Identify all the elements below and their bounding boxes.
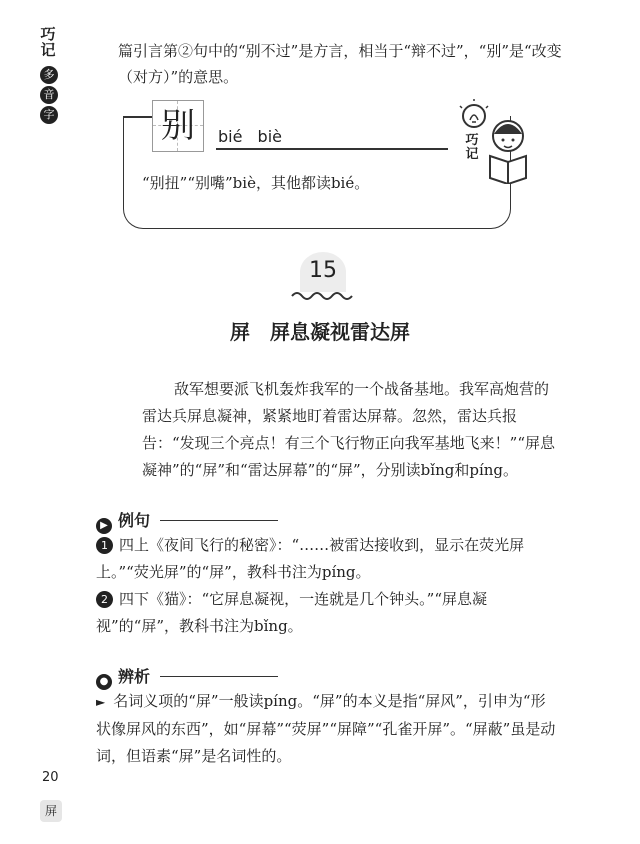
analysis-text: 名词义项的“屏”一般读píng。“屏”的本义是指“屏风”，引申为“形状像屏风的东西”，如“屏幕”“荧屏”“屏障”“孔雀开屏”。“屏蔽”虽是动词，但语素“屏”是名词性的。: [96, 692, 556, 765]
featured-character: 别: [161, 106, 195, 146]
number-marker-2: 2: [96, 591, 113, 608]
sidebar-dot-1: 多: [40, 66, 58, 84]
lightbulb-icon: ●: [96, 674, 112, 690]
example-text-1: 四上《夜间飞行的秘密》：“……被雷达接收到，显示在荧光屏上。”“荧光屏”的“屏”，教科书注为píng。: [96, 536, 525, 581]
examples-header: [96, 508, 150, 534]
page-character-tab: 屏: [40, 800, 62, 822]
analysis-paragraph: [96, 688, 558, 770]
character-grid-box: [152, 100, 204, 152]
mascot-label: 巧记: [465, 133, 479, 162]
sidebar-dot-3: 字: [40, 106, 58, 124]
card-top-line: [123, 116, 153, 118]
example-item-1: [96, 532, 558, 586]
example-text-2: 四下《猫》：“它屏息凝视，一连就是几个钟头。”“屏息凝视”的“屏”，教科书注为bǐng。: [96, 590, 488, 635]
sidebar-title: 巧记: [40, 25, 56, 59]
play-icon: ▶: [96, 518, 112, 534]
example-item-2: [96, 586, 558, 640]
examples-label: 例句: [118, 511, 151, 530]
lesson-heading: 屏 屏息凝视雷达屏: [230, 320, 410, 344]
arrow-icon: ►: [96, 695, 106, 709]
story-paragraph: 敌军想要派飞机轰炸我军的一个战备基地。我军高炮营的雷达兵屏息凝神，紧紧地盯着雷达屏幕。忽然，雷达兵报告：“发现三个亮点！有三个飞行物正向我军基地飞来！”“屏息凝神”的“屏”和“雷达屏幕”的“屏”，分别读bǐng和píng。: [142, 380, 556, 479]
sidebar-dot-2: 音: [40, 86, 58, 104]
pinyin-underline: [216, 148, 448, 150]
number-marker-1: 1: [96, 537, 113, 554]
lesson-number: 15: [309, 258, 337, 283]
wave-divider-icon: [290, 288, 356, 300]
examples-underline: [160, 520, 278, 521]
analysis-label: 辨析: [118, 667, 151, 686]
pinyin-readings: bié biè: [218, 127, 282, 146]
page-number: 20: [42, 770, 59, 785]
tip-text: “别扭”“别嘴”biè，其他都读bié。: [142, 174, 370, 192]
intro-paragraph: 篇引言第②句中的“别不过”是方言，相当于“辩不过”，“别”是“改变（对方）”的意思。: [118, 42, 562, 86]
analysis-header: [96, 664, 150, 690]
analysis-underline: [160, 676, 278, 677]
